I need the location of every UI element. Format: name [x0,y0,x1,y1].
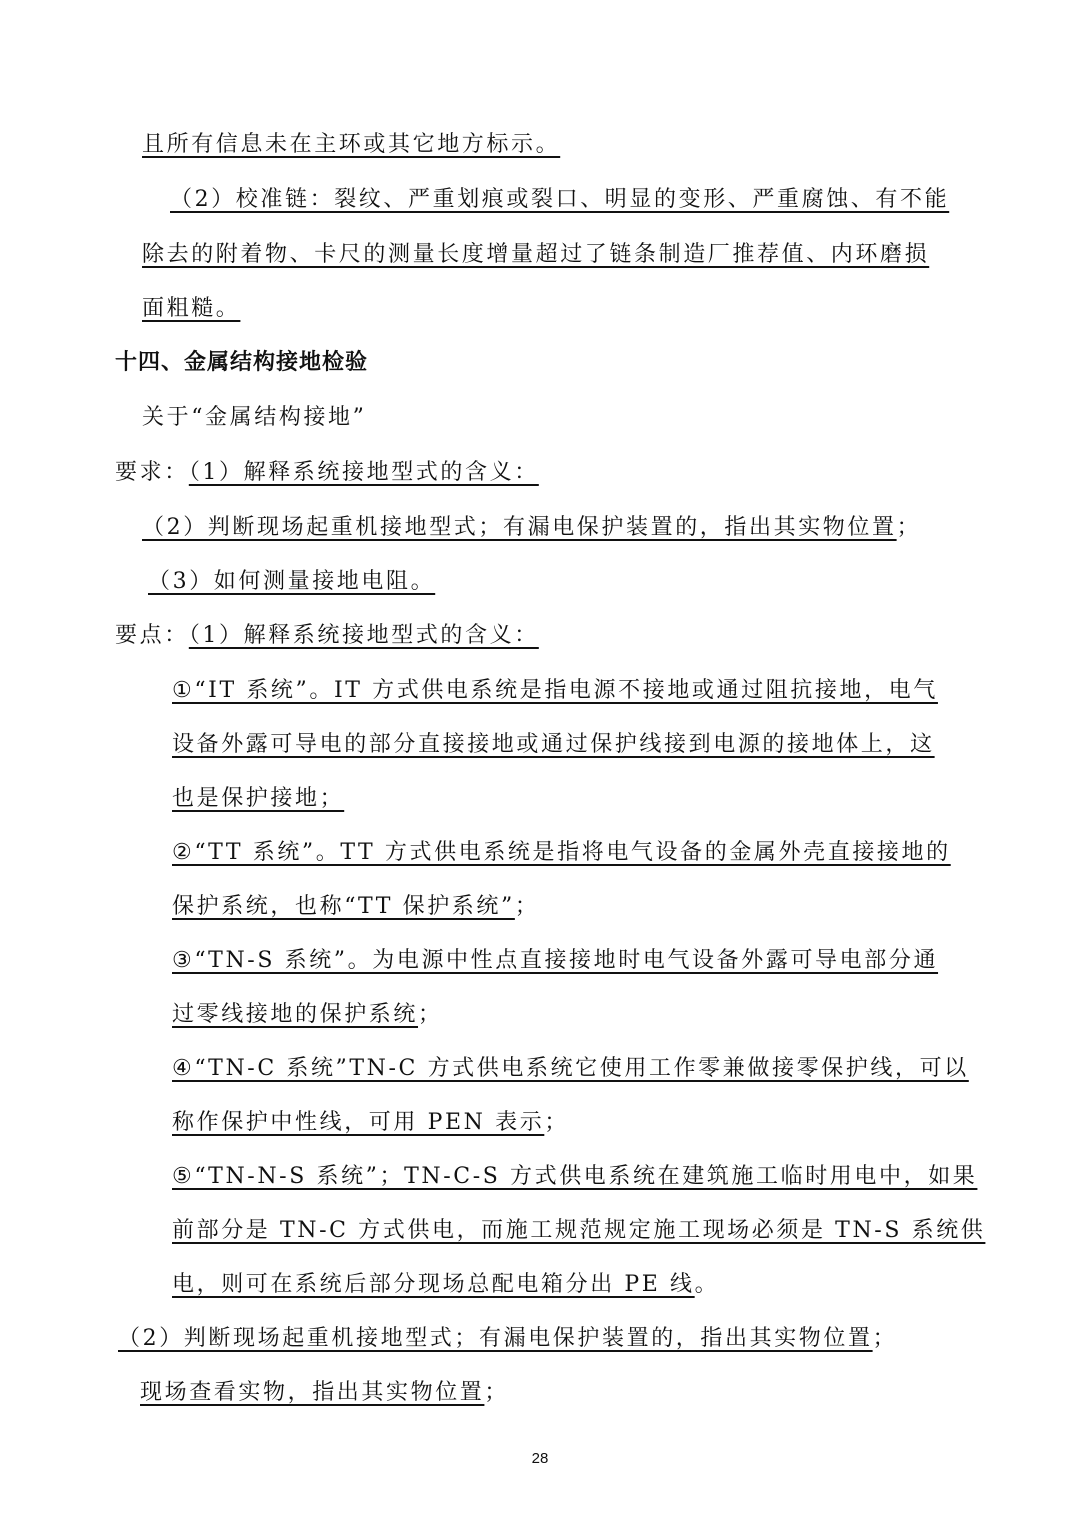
text-line [172,1270,719,1300]
key-points-label: 要点： [115,623,189,648]
line-text: 现场查看实物，指出其实物位置 [140,1380,485,1405]
text-line [142,130,560,160]
section-heading: 十四、金属结构接地检验 [115,350,369,375]
line-text: 电，则可在系统后部分现场总配电箱分出 PE 线 [172,1272,695,1297]
line-punct: ； [418,1002,443,1027]
text-line [172,1000,443,1030]
key-points-line [115,621,539,651]
line-text: 也是保护接地； [172,786,345,811]
requirements-line [115,458,539,488]
line-text: ④“TN-C 系统”TN-C 方式供电系统它使用工作零兼做接零保护线，可以 [172,1056,969,1081]
text-line [172,1108,569,1138]
line-punct: ； [544,1110,569,1135]
text-line [172,1216,985,1246]
line-text: （3）如何测量接地电阻。 [148,569,436,594]
text-line [172,838,951,868]
line-punct: ； [484,1380,510,1405]
text-line [170,185,949,215]
line-text: （2）判断现场起重机接地型式；有漏电保护装置的，指出其实物位置 [118,1326,873,1351]
text-line: 关于“金属结构接地” [142,405,367,430]
line-punct: 。 [694,1272,720,1297]
line-text: （1）解释系统接地型式的含义： [188,623,539,648]
line-punct: ； [872,1326,898,1351]
line-text: ③“TN-S 系统”。为电源中性点直接接地时电气设备外露可导电部分通 [172,948,939,973]
text-line [172,1054,969,1084]
text-line [118,1324,897,1354]
line-text: 保护系统，也称“TT 保护系统” [172,894,515,919]
line-text: 设备外露可导电的部分直接接地或通过保护线接到电源的接地体上，这 [172,732,935,757]
text-line [172,676,938,706]
text-line [142,513,921,543]
line-punct: ； [514,894,540,919]
text-line [172,784,344,814]
text-line [142,294,240,324]
line-text: 过零线接地的保护系统 [172,1002,419,1027]
page-number: 28 [531,1450,549,1467]
text-line [148,567,435,597]
line-text: 除去的附着物、卡尺的测量长度增量超过了链条制造厂推荐值、内环磨损 [142,242,930,267]
line-text: （2）校准链：裂纹、严重划痕或裂口、明显的变形、严重腐蚀、有不能 [170,187,950,212]
text-line [172,1162,977,1192]
line-text: ①“IT 系统”。IT 方式供电系统是指电源不接地或通过阻抗接地，电气 [172,678,938,703]
line-text: 称作保护中性线，可用 PEN 表示 [172,1110,545,1135]
text-line [172,946,938,976]
line-text: （2）判断现场起重机接地型式；有漏电保护装置的，指出其实物位置 [142,515,897,540]
line-text: （1）解释系统接地型式的含义： [188,460,539,485]
text-line [172,730,935,760]
text-line [172,892,539,922]
text-line [142,240,929,270]
requirements-label: 要求： [115,460,189,485]
line-text: 面粗糙。 [142,296,241,321]
line-text: ⑤“TN-N-S 系统”；TN-C-S 方式供电系统在建筑施工临时用电中，如果 [172,1164,978,1189]
line-text: ②“TT 系统”。TT 方式供电系统是指将电气设备的金属外壳直接接地的 [172,840,951,865]
line-text: 前部分是 TN-C 方式供电，而施工规范规定施工现场必须是 TN-S 系统供 [172,1218,986,1243]
line-punct: ； [896,515,922,540]
text-line [140,1378,509,1408]
line-text: 且所有信息未在主环或其它地方标示。 [142,132,561,157]
